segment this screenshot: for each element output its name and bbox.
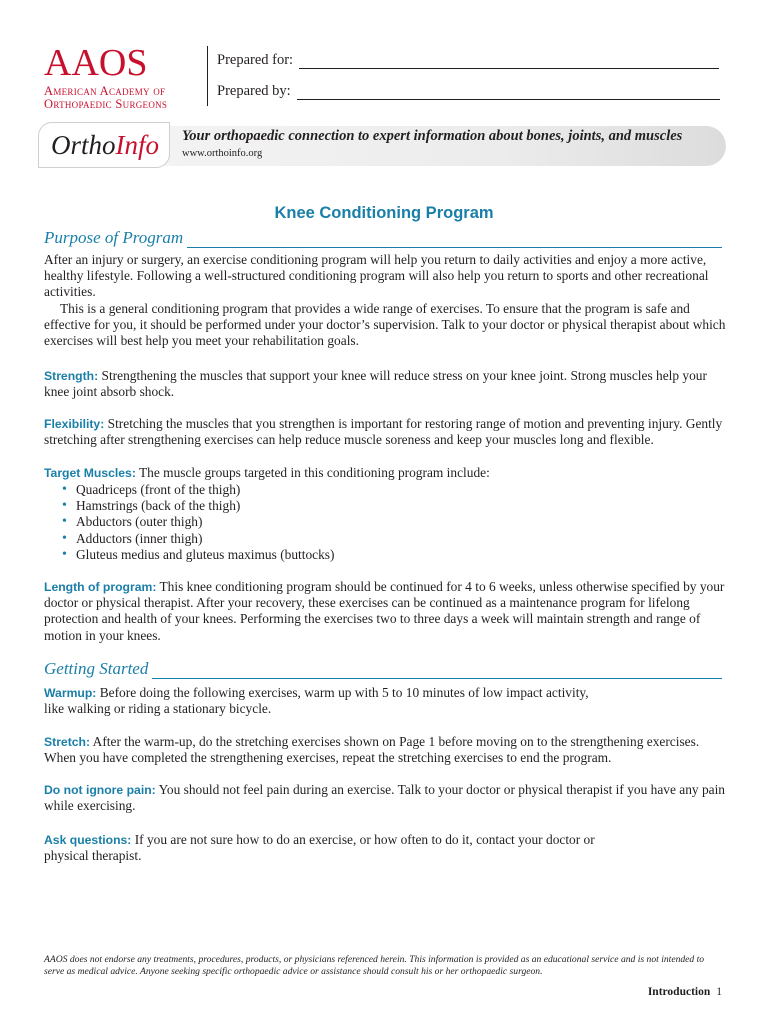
target-muscles-paragraph (44, 465, 726, 481)
section-heading-text: Getting Started (44, 659, 149, 678)
stretch-text: After the warm-up, do the stretching exercises shown on Page 1 before moving on to the strengthening exercises. When you have completed the strengthening exercises, repeat the stretching exercises to end the program. (44, 734, 700, 766)
pain-paragraph (44, 782, 726, 814)
target-muscles-text: The muscle groups targeted in this conditioning program include: (135, 465, 490, 480)
page-number: 1 (716, 986, 722, 998)
target-muscles-list (62, 482, 334, 563)
list-item: • Abductors (outer thigh) (62, 514, 334, 530)
orthoinfo-logo (38, 122, 170, 168)
logo-info: Info (115, 130, 160, 160)
section-heading-rule (187, 233, 722, 248)
aaos-logo-block (44, 44, 204, 111)
purpose-para-2: This is a general conditioning program that provides a wide range of exercises. To ensure that the program is safe and effective for you, it should be performed under your doctor’s supervision. Talk to your doctor or physical therapist about which exercises will best help you meet your rehabilitation goals. (44, 300, 726, 349)
disclaimer: AAOS does not endorse any treatments, procedures, products, or physicians referenced herein. This information is provided as an educational service and is not intended to serve as medical advice. Anyone seeking specific orthopaedic advice or assistance should consult his or her orthopaedic surgeon. (44, 954, 705, 977)
section-heading-rule (152, 664, 722, 679)
prepared-for-row (217, 52, 719, 69)
banner-url: www.orthoinfo.org (182, 148, 263, 159)
pain-text: You should not feel pain during an exercise. Talk to your doctor or physical therapist if you have any pain while exercising. (44, 782, 725, 814)
flexibility-label: Flexibility: (44, 417, 105, 431)
academy-line-1: American Academy of (44, 84, 166, 98)
header-divider (207, 46, 208, 106)
warmup-label: Warmup: (44, 686, 97, 700)
orthoinfo-banner (38, 122, 726, 168)
list-item: • Hamstrings (back of the thigh) (62, 498, 334, 514)
page-footer (648, 986, 722, 998)
list-item: • Adductors (inner thigh) (62, 531, 334, 547)
warmup-text-1: Before doing the following exercises, warm up with 5 to 10 minutes of low impact activity, (96, 685, 589, 700)
questions-label: Ask questions: (44, 833, 132, 847)
aaos-logo (44, 44, 204, 82)
warmup-text-2: like walking or riding a stationary bicycle. (44, 701, 272, 717)
section-heading-purpose (44, 228, 722, 248)
aaos-logo-text: AAOS (44, 42, 148, 84)
logo-ortho: Ortho (51, 130, 116, 160)
strength-text: Strengthening the muscles that support your knee will reduce stress on your knee joint. Strong muscles help your knee joint absorb shock. (44, 368, 707, 400)
academy-name (44, 85, 204, 111)
length-paragraph (44, 579, 726, 644)
flexibility-text: Stretching the muscles that you strengthen is important for restoring range of motion and preventing injury. Gently stretching after strengthening exercises can help reduce muscle soreness and keep your muscles long and flexible. (44, 416, 723, 448)
questions-text-2: physical therapist. (44, 848, 142, 864)
strength-label: Strength: (44, 369, 99, 383)
academy-line-2: Orthopaedic Surgeons (44, 97, 168, 111)
stretch-paragraph (44, 734, 726, 766)
document-title: Knee Conditioning Program (274, 204, 494, 222)
prepared-by-label: Prepared by: (217, 83, 291, 99)
banner-tagline: Your orthopaedic connection to expert information about bones, joints, and muscles (182, 128, 683, 144)
flexibility-paragraph (44, 416, 726, 448)
section-heading-text: Purpose of Program (44, 228, 184, 247)
target-muscles-label: Target Muscles: (44, 466, 136, 480)
pain-label: Do not ignore pain: (44, 783, 156, 797)
prepared-for-line (299, 53, 719, 69)
questions-paragraph (44, 832, 726, 864)
prepared-by-row (217, 83, 720, 100)
list-item: • Gluteus medius and gluteus maximus (buttocks) (62, 547, 334, 563)
stretch-label: Stretch: (44, 735, 91, 749)
warmup-paragraph (44, 685, 726, 717)
strength-paragraph (44, 368, 726, 400)
section-heading-getting-started (44, 659, 722, 679)
footer-section: Introduction (647, 986, 711, 998)
length-label: Length of program: (44, 580, 157, 594)
prepared-by-line (297, 84, 720, 100)
list-item: • Quadriceps (front of the thigh) (62, 482, 334, 498)
purpose-para-1: After an injury or surgery, an exercise conditioning program will help you return to daily activities and enjoy a more active, healthy lifestyle. Following a well-structured conditioning program will also help you return to sports and other recreational activities. (44, 252, 709, 300)
length-text: This knee conditioning program should be continued for 4 to 6 weeks, unless otherwise specified by your doctor or physical therapist. After your recovery, these exercises can be continued as a maintenance program for lifelong protection and health of your knees. Performing the exercises two to three days a week will maintain strength and range of motion in your knees. (44, 579, 725, 643)
prepared-for-label: Prepared for: (217, 52, 294, 68)
orthoinfo-logo-text (51, 130, 159, 161)
questions-text-1: If you are not sure how to do an exercise, or how often to do it, contact your doctor or (131, 832, 595, 847)
purpose-paragraph (44, 252, 726, 349)
